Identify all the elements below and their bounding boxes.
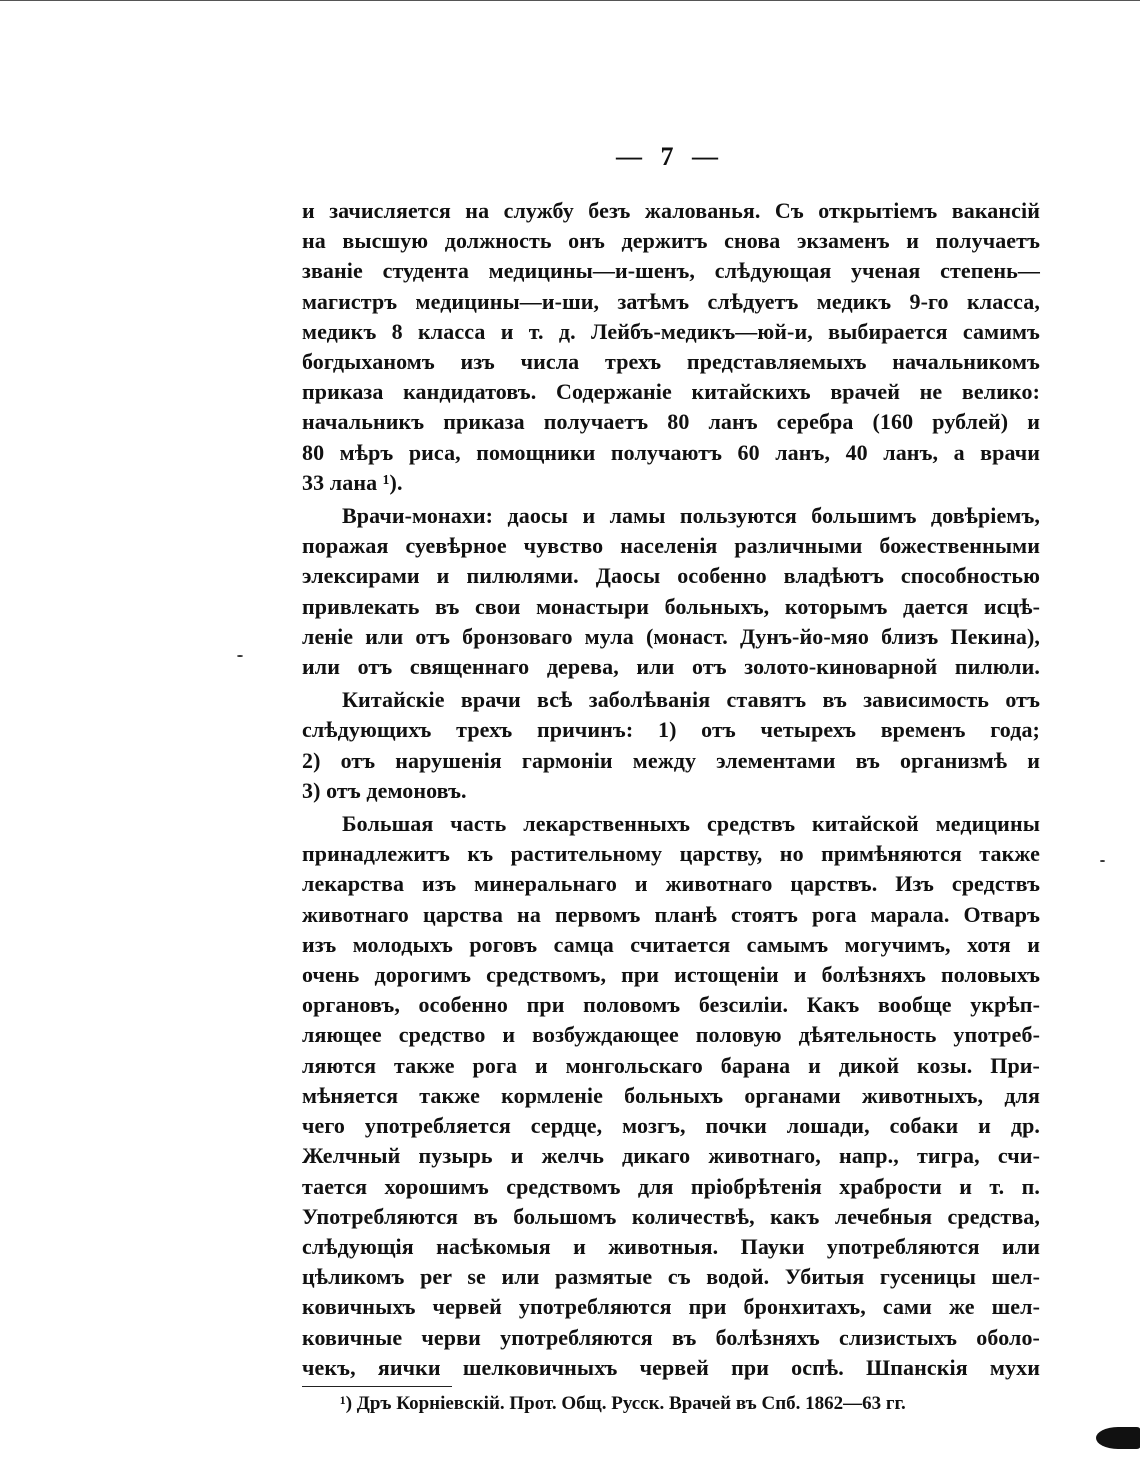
footnote	[340, 1390, 1040, 1418]
text-line: слѣдующихъ трехъ причинъ: 1) отъ четырехъ временъ года;	[302, 717, 1040, 743]
text-line: медикъ 8 класса и т. д. Лейбъ-медикъ—юй-и, выбирается самимъ	[302, 318, 1040, 344]
footnote-text: Дръ Корніевскій. Прот. Общ. Русск. Врачей въ Спб. 1862—63 гг.	[356, 1393, 906, 1414]
page-top-edge	[0, 0, 1140, 1]
text-line: элексирами и пилюлями. Даосы особенно владѣютъ способностью	[302, 563, 1040, 589]
text-line: леніе или отъ бронзоваго мула (монаст. Дунъ-йо-мяо близъ Пекина),	[302, 623, 1040, 649]
text-line: 80 мѣръ риса, помощники получаютъ 60 ланъ, 40 ланъ, а врачи	[302, 439, 1040, 465]
text-line: Желчный пузырь и желчь дикаго животнаго, напр., тигра, счи-	[302, 1143, 1040, 1169]
text-line: Большая часть лекарственныхъ средствъ китайской медицины	[342, 811, 1040, 837]
paragraph-1	[302, 196, 1040, 498]
text-line: и зачисляется на службу безъ жалованья. Съ открытіемъ вакансій	[302, 198, 1040, 223]
body-text	[302, 196, 1040, 1383]
scan-blot	[1096, 1427, 1140, 1449]
text-line: чего употребляется сердце, мозгъ, почки лошади, собаки и др.	[302, 1113, 1040, 1139]
text-line: лекарства изъ минеральнаго и животнаго царствъ. Изъ средствъ	[302, 871, 1040, 897]
footnote-divider	[302, 1386, 452, 1387]
text-line: 3) отъ демоновъ.	[302, 777, 467, 803]
text-line: приказа кандидатовъ. Содержаніе китайскихъ врачей не велико:	[302, 379, 1040, 405]
text-line: Употребляются въ большомъ количествѣ, какъ лечебныя средства,	[302, 1203, 1040, 1229]
text-line: ляются также рога и монгольскаго барана и дикой козы. При-	[302, 1052, 1040, 1078]
text-line: изъ молодыхъ роговъ самца считается самымъ могучимъ, хотя и	[302, 931, 1040, 957]
text-line: на высшую должность онъ держитъ снова экзаменъ и получаетъ	[302, 228, 1040, 254]
text-line: ляющее средство и возбуждающее половую дѣятельность употреб-	[302, 1022, 1040, 1048]
text-line: начальникъ приказа получаетъ 80 ланъ серебра (160 рублей) и	[302, 409, 1040, 435]
text-line: званіе студента медицины—и-шенъ, слѣдующая ученая степень—	[302, 258, 1040, 284]
page-number: — 7 —	[616, 142, 724, 171]
text-line: или отъ священнаго дерева, или отъ золото-киноварной пилюли.	[302, 654, 1040, 680]
paragraph-4	[302, 809, 1040, 1383]
text-line: тается хорошимъ средствомъ для пріобрѣтенія храбрости и т. п.	[302, 1173, 1040, 1199]
text-line: поражая суевѣрное чувство населенія различными божественными	[302, 533, 1040, 559]
text-line: Китайскіе врачи всѣ заболѣванія ставятъ въ зависимость отъ	[342, 687, 1040, 713]
text-line: цѣликомъ per se или размятые съ водой. Убитыя гусеницы шел-	[302, 1264, 1040, 1290]
paragraph-3	[302, 685, 1040, 806]
text-line: 33 лана ¹).	[302, 469, 403, 495]
text-line: чекъ, яички шелковичныхъ червей при оспѣ. Шпанскія мухи	[302, 1354, 1040, 1380]
scan-speck	[237, 655, 243, 657]
paragraph-2	[302, 501, 1040, 682]
text-line: слѣдующія насѣкомыя и животныя. Пауки употребляются или	[302, 1233, 1040, 1259]
text-line: ковичные черви употребляются въ болѣзняхъ слизистыхъ оболо-	[302, 1324, 1040, 1350]
text-line: богдыханомъ изъ числа трехъ представляемыхъ начальникомъ	[302, 349, 1040, 375]
text-line: принадлежитъ къ растительному царству, но примѣняются также	[302, 841, 1040, 867]
text-line: очень дорогимъ средствомъ, при истощеніи и болѣзняхъ половыхъ	[302, 962, 1040, 988]
scan-speck	[1100, 860, 1105, 862]
text-line: Врачи-монахи: даосы и ламы пользуются большимъ довѣріемъ,	[342, 503, 1040, 529]
text-line: 2) отъ нарушенія гармоніи между элементами въ организмѣ и	[302, 747, 1040, 773]
text-line: животнаго царства на первомъ планѣ стоятъ рога марала. Отваръ	[302, 901, 1040, 927]
text-line: органовъ, особенно при половомъ безсиліи. Какъ вообще укрѣп-	[302, 992, 1040, 1018]
text-line: ковичныхъ червей употребляются при бронхитахъ, сами же шел-	[302, 1294, 1040, 1320]
text-line: привлекать въ свои монастыри больныхъ, которымъ дается исцѣ-	[302, 593, 1040, 619]
text-line: магистръ медицины—и-ши, затѣмъ слѣдуетъ медикъ 9-го класса,	[302, 288, 1040, 314]
footnote-marker: ¹)	[340, 1393, 353, 1414]
text-line: мѣняется также кормленіе больныхъ органами животныхъ, для	[302, 1082, 1040, 1108]
